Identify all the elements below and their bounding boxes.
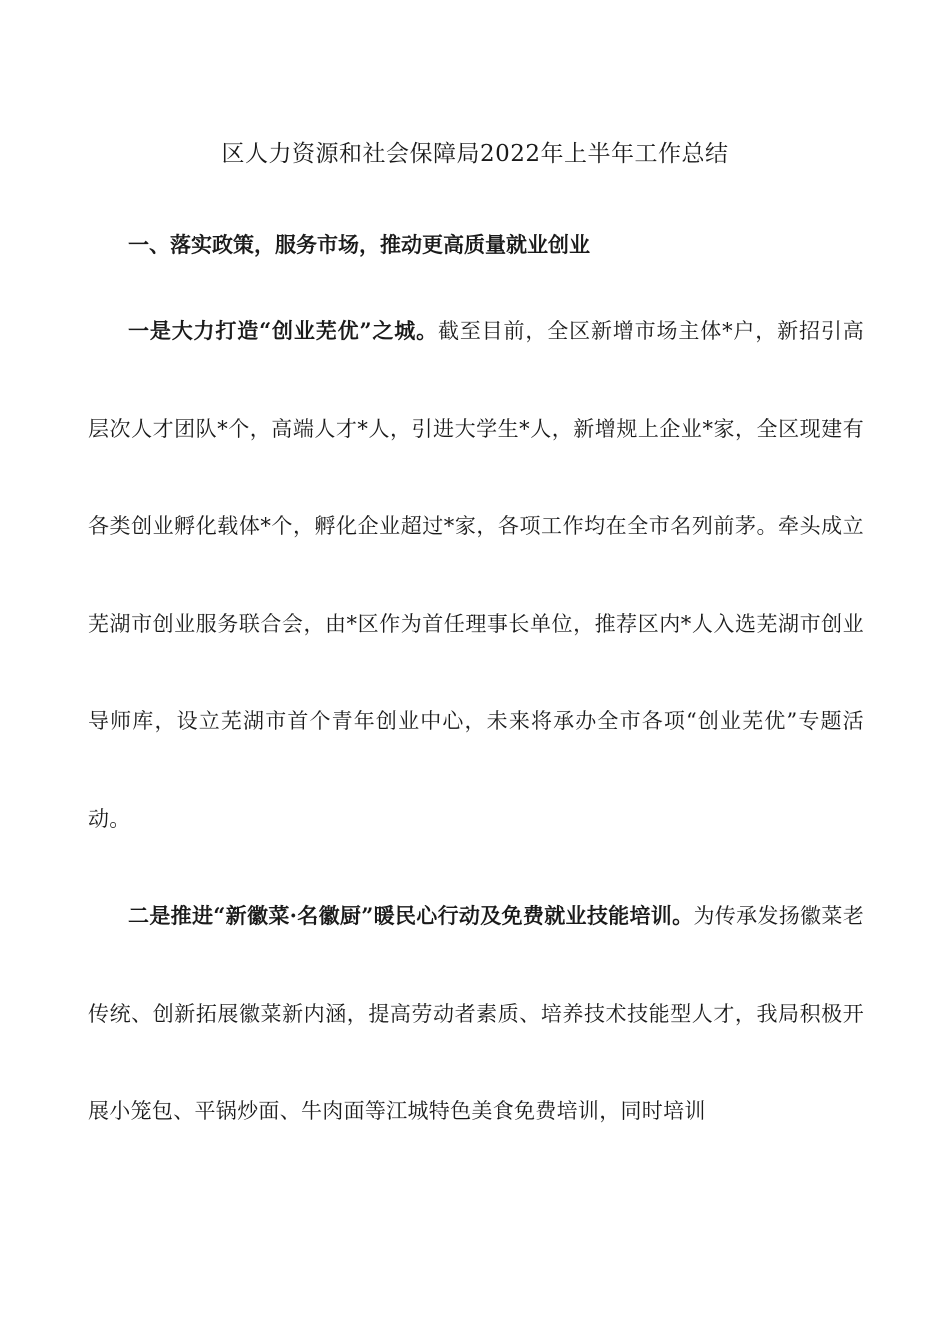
document-title: 区人力资源和社会保障局2022年上半年工作总结 xyxy=(221,141,729,167)
paragraph-startup-city xyxy=(88,282,864,868)
paragraph-lead: 一是大力打造“创业芜优”之城。 xyxy=(128,318,438,343)
paragraph-lead: 二是推进“新徽菜·名徽厨”暖民心行动及免费就业技能培训。 xyxy=(128,903,694,928)
paragraph-body: 截至目前，全区新增市场主体*户，新招引高层次人才团队*个，高端人才*人，引进大学生*人，新增规上企业*家，全区现建有各类创业孵化载体*个，孵化企业超过*家，各项工作均在全市名列前茅。牵头成立芜湖市创业服务联合会，由*区作为首任理事长单位，推荐区内*人入选芜湖市创业导师库，设立芜湖市首个青年创业中心，未来将承办全市各项“创业芜优”专题活动。 xyxy=(88,319,864,831)
section-heading: 一、落实政策，服务市场，推动更高质量就业创业 xyxy=(128,232,590,257)
paragraph-body: 为传承发扬徽菜老传统、创新拓展徽菜新内涵，提高劳动者素质、培养技术技能型人才，我局积极开展小笼包、平锅炒面、牛肉面等江城特色美食免费培训，同时培训 xyxy=(88,904,864,1123)
paragraph-cuisine-training xyxy=(88,867,864,1161)
